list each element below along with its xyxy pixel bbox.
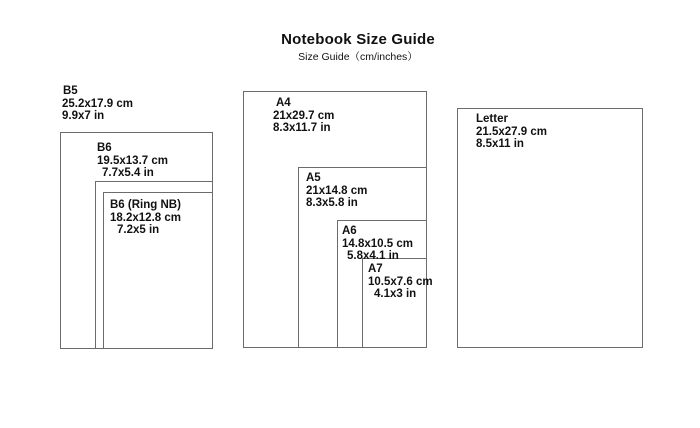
size-label-letter (476, 113, 547, 151)
size-name: A7 (368, 263, 383, 275)
size-label-a6 (342, 225, 413, 263)
size-cm: 21.5x27.9 cm (476, 125, 547, 138)
size-name: Letter (476, 113, 508, 125)
size-inches: 4.1x3 in (374, 288, 417, 301)
size-cm: 25.2x17.9 cm (62, 97, 133, 110)
size-name: A6 (342, 225, 357, 237)
size-label-b5 (62, 85, 133, 123)
size-label-a5 (306, 172, 367, 210)
size-name: A4 (276, 97, 291, 109)
size-name: B5 (63, 85, 78, 97)
size-cm: 21x29.7 cm (273, 109, 335, 122)
size-inches: 7.7x5.4 in (102, 167, 154, 180)
page-title: Notebook Size Guide (281, 31, 435, 48)
size-label-a7 (368, 263, 433, 301)
size-name: B6 (97, 142, 112, 154)
size-cm: 19.5x13.7 cm (97, 154, 168, 167)
size-inches: 8.5x11 in (476, 138, 524, 151)
size-cm: 10.5x7.6 cm (368, 275, 433, 288)
size-inches: 8.3x5.8 in (306, 197, 358, 210)
size-cm: 21x14.8 cm (306, 184, 368, 197)
size-inches: 8.3x11.7 in (273, 122, 331, 135)
page-subtitle: Size Guide（cm/inches） (298, 51, 418, 63)
size-cm: 18.2x12.8 cm (110, 211, 181, 224)
size-label-b6 (97, 142, 168, 180)
size-inches: 5.8x4.1 in (347, 250, 399, 263)
size-name: A5 (306, 172, 321, 184)
size-label-b6-ring (110, 199, 181, 237)
size-label-a4 (273, 97, 334, 135)
size-inches: 9.9x7 in (62, 110, 105, 123)
size-inches: 7.2x5 in (117, 224, 160, 237)
size-cm: 14.8x10.5 cm (342, 237, 413, 250)
size-name: B6 (Ring NB) (110, 199, 181, 211)
